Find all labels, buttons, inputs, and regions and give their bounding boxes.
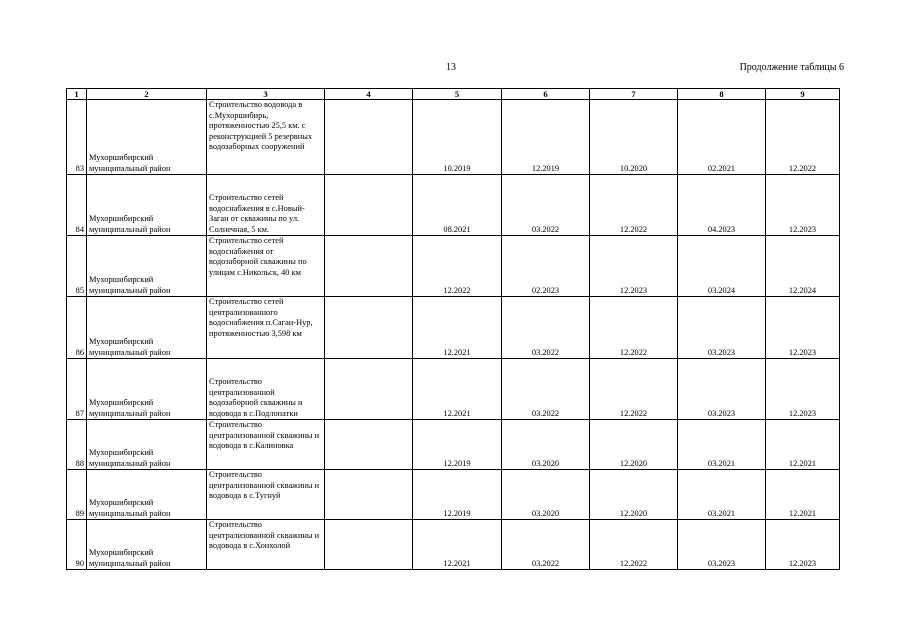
column-4-cell: [325, 359, 413, 420]
column-header-7: 7: [590, 89, 678, 100]
column-9-cell: 12.2023: [766, 520, 840, 570]
column-7-cell: 12.2023: [590, 236, 678, 297]
page-number: 13: [446, 62, 456, 73]
column-header-2: 2: [87, 89, 207, 100]
district-cell: Мухоршибирский муниципальный район: [87, 520, 207, 570]
column-4-cell: [325, 297, 413, 359]
description-cell: Строительство водовода в с.Мухоршибирь, протяженностью 25,5 км. с реконструкцией 5 резервных водозаборных сооружений: [207, 100, 325, 175]
column-8-cell: 03.2024: [678, 236, 766, 297]
column-8-cell: 03.2021: [678, 470, 766, 520]
district-cell: Мухоршибирский муниципальный район: [87, 359, 207, 420]
column-6-cell: 03.2020: [502, 420, 590, 470]
table-row: [67, 236, 840, 297]
description-cell: Строительство централизованной скважины и водовода в с.Тугнуй: [207, 470, 325, 520]
data-table: [66, 88, 840, 570]
description-cell: Строительство централизованной водозаборной скважины и водовода в с.Подлопатки: [207, 359, 325, 420]
column-9-cell: 12.2023: [766, 297, 840, 359]
column-8-cell: 04.2023: [678, 175, 766, 236]
column-4-cell: [325, 520, 413, 570]
row-number: 88: [67, 420, 87, 470]
column-header-9: 9: [766, 89, 840, 100]
column-4-cell: [325, 470, 413, 520]
column-8-cell: 02.2021: [678, 100, 766, 175]
row-number: 90: [67, 520, 87, 570]
table-row: [67, 359, 840, 420]
column-9-cell: 12.2023: [766, 175, 840, 236]
column-9-cell: 12.2022: [766, 100, 840, 175]
column-header-8: 8: [678, 89, 766, 100]
district-cell: Мухоршибирский муниципальный район: [87, 297, 207, 359]
column-5-cell: 12.2022: [413, 236, 502, 297]
description-cell: Строительство сетей водоснабжения от водозаборной скважины по улицам с.Никольск, 40 км: [207, 236, 325, 297]
column-header-1: 1: [67, 89, 87, 100]
column-4-cell: [325, 420, 413, 470]
column-8-cell: 03.2023: [678, 520, 766, 570]
column-5-cell: 12.2021: [413, 359, 502, 420]
column-9-cell: 12.2024: [766, 236, 840, 297]
district-cell: Мухоршибирский муниципальный район: [87, 236, 207, 297]
column-5-cell: 12.2019: [413, 420, 502, 470]
column-6-cell: 03.2022: [502, 359, 590, 420]
column-5-cell: 08.2021: [413, 175, 502, 236]
table-row: [67, 175, 840, 236]
column-5-cell: 10.2019: [413, 100, 502, 175]
column-6-cell: 03.2022: [502, 297, 590, 359]
row-number: 85: [67, 236, 87, 297]
column-5-cell: 12.2021: [413, 520, 502, 570]
column-4-cell: [325, 236, 413, 297]
description-cell: Строительство централизованной скважины и водовода в с.Калиновка: [207, 420, 325, 470]
district-cell: Мухоршибирский муниципальный район: [87, 100, 207, 175]
district-cell: Мухоршибирский муниципальный район: [87, 175, 207, 236]
column-7-cell: 12.2022: [590, 520, 678, 570]
column-7-cell: 12.2022: [590, 297, 678, 359]
description-cell: Строительство сетей централизованного водоснабжения п.Саган-Нур, протяженностью 3,598 км: [207, 297, 325, 359]
column-8-cell: 03.2021: [678, 420, 766, 470]
district-cell: Мухоршибирский муниципальный район: [87, 420, 207, 470]
table-row: [67, 297, 840, 359]
row-number: 87: [67, 359, 87, 420]
table-row: [67, 420, 840, 470]
description-cell: Строительство сетей водоснабжения в с.Новый-Заган от скважины по ул. Солнечная, 5 км.: [207, 175, 325, 236]
row-number: 86: [67, 297, 87, 359]
table-row: [67, 100, 840, 175]
column-8-cell: 03.2023: [678, 359, 766, 420]
column-4-cell: [325, 175, 413, 236]
table-row: [67, 520, 840, 570]
table-continuation-label: Продолжение таблицы 6: [739, 62, 844, 73]
column-6-cell: 02.2023: [502, 236, 590, 297]
column-7-cell: 12.2022: [590, 359, 678, 420]
column-7-cell: 12.2020: [590, 470, 678, 520]
column-header-5: 5: [413, 89, 502, 100]
column-5-cell: 12.2019: [413, 470, 502, 520]
district-cell: Мухоршибирский муниципальный район: [87, 470, 207, 520]
table-row: [67, 470, 840, 520]
column-header-3: 3: [207, 89, 325, 100]
column-7-cell: 12.2022: [590, 175, 678, 236]
row-number: 84: [67, 175, 87, 236]
column-9-cell: 12.2023: [766, 359, 840, 420]
column-6-cell: 03.2020: [502, 470, 590, 520]
column-5-cell: 12.2021: [413, 297, 502, 359]
column-9-cell: 12.2021: [766, 470, 840, 520]
column-9-cell: 12.2021: [766, 420, 840, 470]
row-number: 83: [67, 100, 87, 175]
column-7-cell: 10.2020: [590, 100, 678, 175]
column-6-cell: 03.2022: [502, 175, 590, 236]
column-header-4: 4: [325, 89, 413, 100]
header-row: [67, 89, 840, 100]
row-number: 89: [67, 470, 87, 520]
column-6-cell: 12.2019: [502, 100, 590, 175]
column-4-cell: [325, 100, 413, 175]
description-cell: Строительство централизованной скважины и водовода в с.Хонхолой: [207, 520, 325, 570]
column-7-cell: 12.2020: [590, 420, 678, 470]
column-6-cell: 03.2022: [502, 520, 590, 570]
column-header-6: 6: [502, 89, 590, 100]
column-8-cell: 03.2023: [678, 297, 766, 359]
